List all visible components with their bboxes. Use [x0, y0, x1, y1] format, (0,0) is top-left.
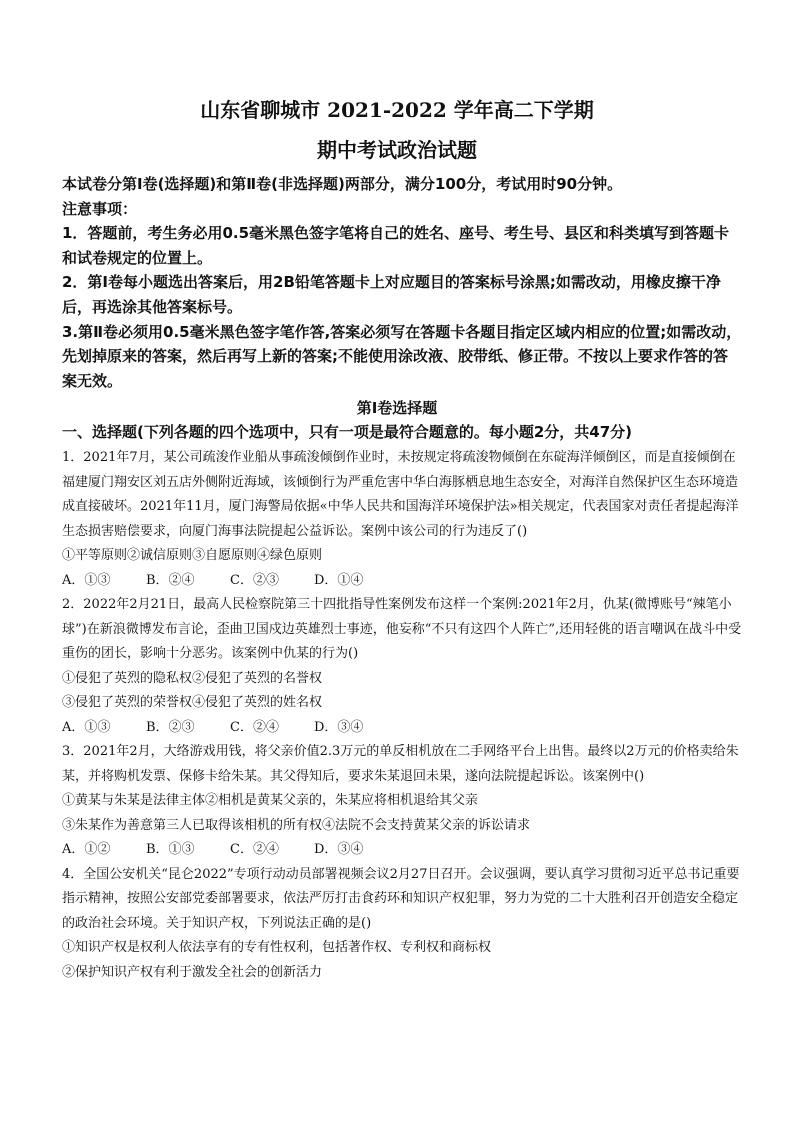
option-b: B．①③: [146, 842, 195, 857]
option-d: D．①④: [314, 572, 364, 588]
option-b: B．②④: [146, 572, 195, 588]
option-c: C．②③: [230, 572, 279, 588]
option-a: A．①③: [62, 719, 111, 735]
question-stem: 1．2021年7月，某公司疏浚作业船从事疏浚倾倒作业时，未按规定将疏浚物倾倒在东碇海洋倾倒区，而是直接倾倒在福建厦门翔安区刘五店外侧附近海域，该倾倒行为严重危害中华白海豚栖息地生态安全，对海洋自然保护区生态环境造成直接破坏。2021年11月，厦门海警局依据«中华人民共和国海洋环境保护法»相关规定，代表国家对责任者提起海洋生态损害赔偿要求，向厦门海事法院提起公益诉讼。案例中该公司的行为违反了(): [62, 450, 739, 539]
question-statements: ②保护知识产权有利于激发全社会的创新活力: [62, 964, 323, 980]
question-stem: 2．2022年2月21日，最高人民检察院第三十四批指导性案例发布这样一个案例:2021年2月，仇某(微博账号“辣笔小球”)在新浪微博发布言论，歪曲卫国戍边英雄烈士事迹，他妄称“不只有这四个人阵亡”,还用轻佻的语言嘲讽在战斗中受重伤的团长，影响十分恶劣。该案例中仇某的行为(): [62, 597, 742, 661]
section-title: 第Ⅰ卷选择题: [356, 399, 438, 417]
question-statements: ①平等原则②诚信原则③自愿原则④绿色原则: [62, 548, 323, 563]
questions-list: [62, 446, 744, 985]
question-statements: ③侵犯了英烈的荣誉权④侵犯了英烈的姓名权: [62, 695, 323, 710]
question-stem: 4．全国公安机关“昆仑2022”专项行动动员部署视频会议2月27日召开。会议强调，要认真学习贯彻习近平总书记重要指示精神，按照公安部党委部署要求，依法严厉打击食药环和知识产权犯罪，努力为党的二十大胜利召开创造安全稳定的政治社会环境。关于知识产权，下列说法正确的是(): [62, 866, 740, 931]
question-options: [62, 569, 744, 594]
option-c: C．②④: [230, 842, 279, 857]
question-statements: ①侵犯了英烈的隐私权②侵犯了英烈的名誉权: [62, 670, 323, 686]
option-c: C．②④: [230, 719, 279, 735]
option-a: A．①③: [62, 572, 111, 588]
option-d: D．③④: [314, 842, 364, 857]
question-stem: 3．2021年2月，大络游戏用钱，将父亲价值2.3万元的单反相机放在二手网络平台上出售。最终以2万元的价格卖给朱某，并将购机发票、保修卡给朱某。其父得知后，要求朱某退回未果，遂向法院提起诉讼。该案例中(): [62, 744, 739, 784]
question-statements: ③朱某作为善意第三人已取得该相机的所有权④法院不会支持黄某父亲的诉讼请求: [62, 817, 531, 833]
option-a: A．①②: [62, 842, 111, 857]
question-statements: ①黄某与朱某是法律主体②相机是黄某父亲的，朱某应将相机退给其父亲: [62, 793, 479, 808]
instruction-item-3: 3.第Ⅱ卷必须用0.5毫米黑色签字笔作答,答案必须写在答题卡各题目指定区域内相应的位置;如需改动，先划掉原来的答案，然后再写上新的答案;不能使用涂改液、胶带纸、修正带。不按以上要求作答的答案无效。: [62, 322, 742, 390]
exam-title: 山东省聊城市 2021-2022 学年高二下学期: [200, 98, 594, 122]
instruction-item-1: 1．答题前，考生务必用0.5毫米黑色签字笔将自己的姓名、座号、考生号、县区和科类填写到答题卡和试卷规定的位置上。: [62, 224, 730, 267]
instructions-block: [62, 172, 742, 393]
question-statements: ①知识产权是权利人依法享有的专有性权利，包括著作权、专利权和商标权: [62, 940, 492, 955]
instructions-heading: 注意事项：: [62, 199, 138, 218]
option-b: B．②③: [146, 719, 195, 735]
question-options: [62, 838, 744, 863]
option-d: D．③④: [314, 719, 364, 735]
instruction-item-2: 2．第Ⅰ卷每小题选出答案后，用2B铅笔答题卡上对应题目的答案标号涂黑;如需改动，用橡皮擦干净后，再选涂其他答案标号。: [62, 273, 721, 316]
instructions-intro: 本试卷分第Ⅰ卷(选择题)和第Ⅱ卷(非选择题)两部分，满分100分，考试用时90分钟。: [62, 175, 623, 193]
question-options: [62, 716, 744, 741]
section-heading: 一、选择题(下列各题的四个选项中，只有一项是最符合题意的。每小题2分，共47分): [62, 423, 633, 441]
exam-subtitle: 期中考试政治试题: [317, 138, 477, 162]
